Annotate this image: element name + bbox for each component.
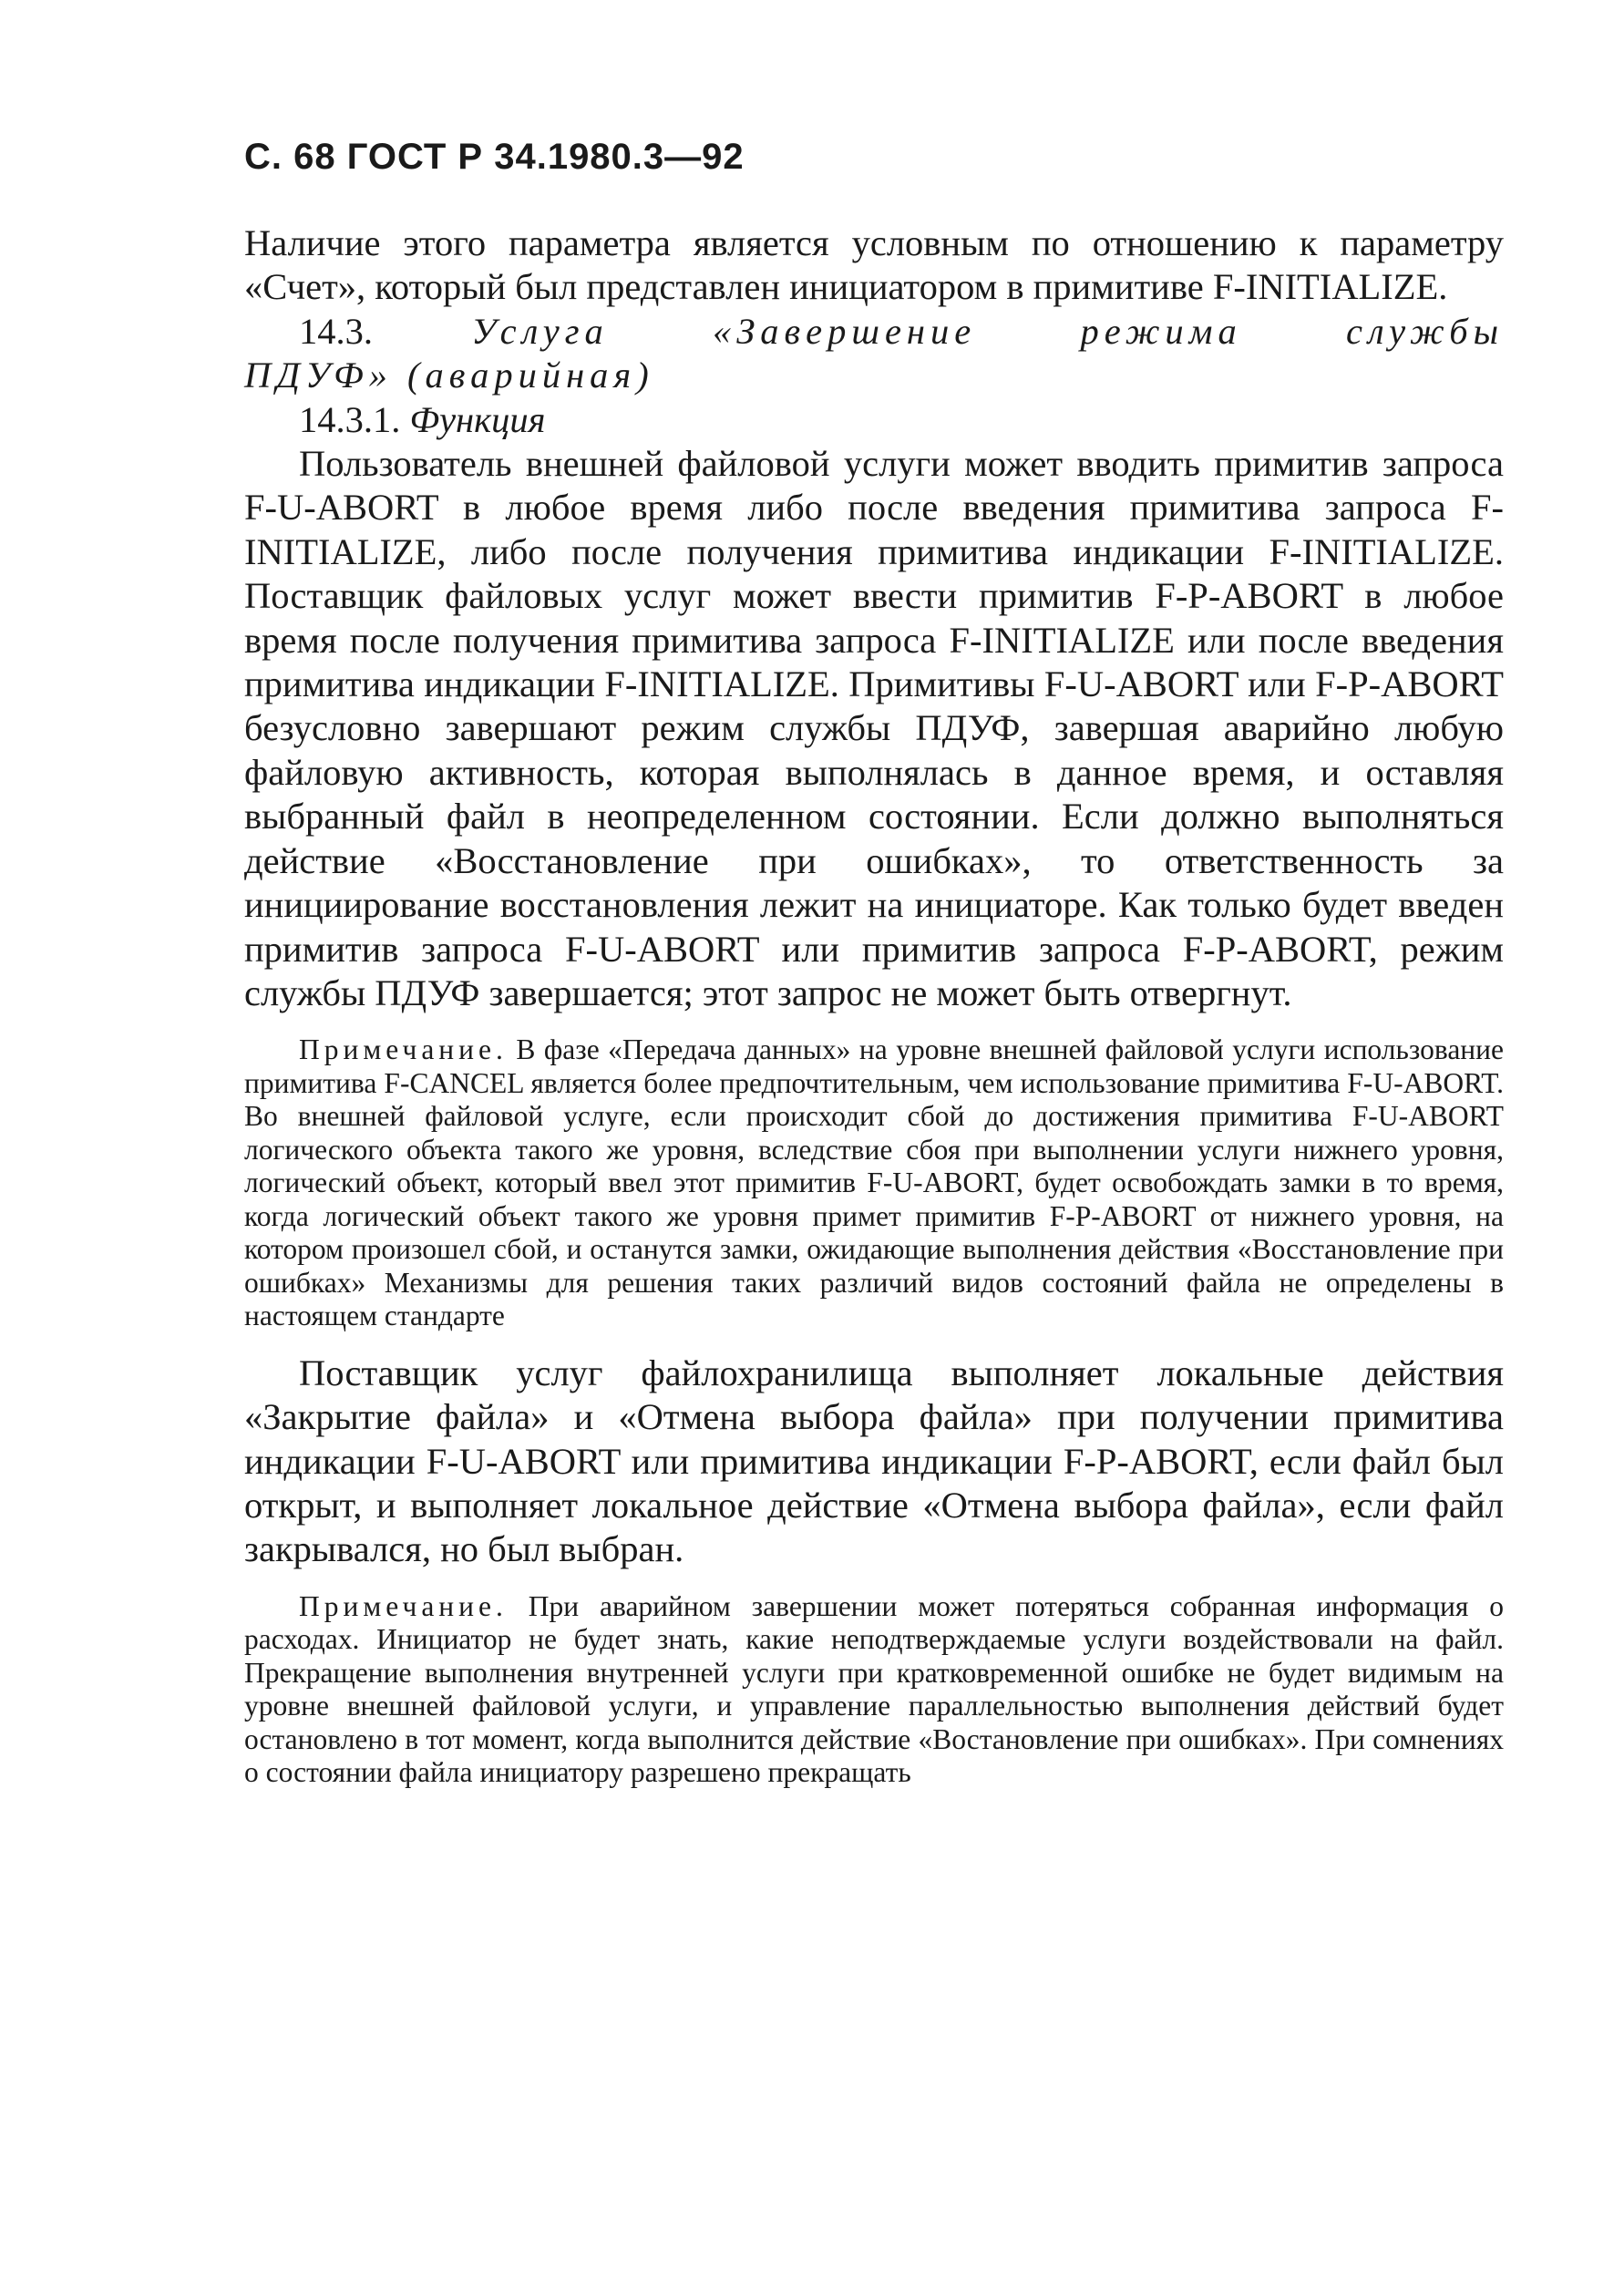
- subsection-number: 14.3.1.: [299, 398, 401, 440]
- document-page: [244, 137, 1504, 1808]
- note-2: [244, 1590, 1504, 1790]
- paragraph-parameter-note: Наличие этого параметра является условным по отношению к параметру «Счет», который был представлен инициатором в примитиве F-INITIALIZE.: [244, 222, 1504, 308]
- subsection-heading-14-3-1: [244, 398, 1504, 442]
- note-label: Примечание.: [299, 1589, 508, 1622]
- section-heading-14-3: [244, 310, 1504, 354]
- note-1: [244, 1033, 1504, 1333]
- section-title-line1: Услуга «Завершение режима службы: [471, 310, 1504, 352]
- note-text: В фазе «Передача данных» на уровне внешней файловой услуги использование примитива F-CANCEL является более предпочтительным, чем использование примитива F-U-ABORT. Во внешней файловой услуге, если происходит сбой до достижения примитива F-U-ABORT логического объекта такого же уровня, вследствие сбоя при выполнении услуги нижнего уровня, логический объект, который ввел этот примитив F-U-ABORT, будет освобождать замки в то время, когда логический объект такого же уровня примет примитив F-P-ABORT от нижнего уровня, на котором произошел сбой, и останутся замки, ожидающие выполнения действия «Восстановление при ошибках» Механизмы для решения таких различий видов состояний файла не определены в настоящем стандарте: [244, 1033, 1504, 1332]
- paragraph-abort-function: Пользователь внешней файловой услуги может вводить примитив запроса F-U-ABORT в любое время либо после введения примитива запроса F-INITIALIZE, либо после получения примитива индикации F-INITIALIZE. Поставщик файловых услуг может ввести примитив F-P-ABORT в любое время после получения примитива запроса F-INITIALIZE или после введения примитива индикации F-INITIALIZE. Примитивы F-U-ABORT или F-P-ABORT безусловно завершают режим службы ПДУФ, завершая аварийно любую файловую активность, которая выполнялась в данное время, и оставляя выбранный файл в неопределенном состоянии. Если должно выполняться действие «Восстановление при ошибках», то ответственность за инициирование восстановления лежит на инициаторе. Как только будет введен примитив запроса F-U-ABORT или примитив запроса F-P-ABORT, режим службы ПДУФ завершается; этот запрос не может быть отвергнут.: [244, 443, 1504, 1013]
- section-title-line2: ПДУФ» (аварийная): [244, 355, 654, 396]
- section-heading-14-3-cont: [244, 354, 1504, 397]
- page-header: С. 68 ГОСТ Р 34.1980.3—92: [244, 137, 745, 177]
- note-label: Примечание.: [299, 1033, 508, 1066]
- subsection-title: Функция: [409, 398, 546, 440]
- section-number: 14.3.: [299, 310, 373, 352]
- paragraph-filestore-actions: Поставщик услуг файлохранилища выполняет локальные действия «Закрытие файла» и «Отмена выбора файла» при получении примитива индикации F-U-ABORT или примитива индикации F-P-ABORT, если файл был открыт, и выполняет локальное действие «Отмена выбора файла», если файл закрывался, но был выбран.: [244, 1352, 1504, 1570]
- note-text: При аварийном завершении может потеряться собранная информация о расходах. Инициатор не будет знать, какие неподтверждаемые услуги воздействовали на файл. Прекращение выполнения внутренней услуги при кратковременной ошибке не будет видимым на уровне внешней файловой услуги, и управление параллельностью выполнения действий будет остановлено в тот момент, когда выполнится действие «Востановление при ошибках». При сомнениях о состоянии файла инициатору разрешено прекращать: [244, 1589, 1505, 1789]
